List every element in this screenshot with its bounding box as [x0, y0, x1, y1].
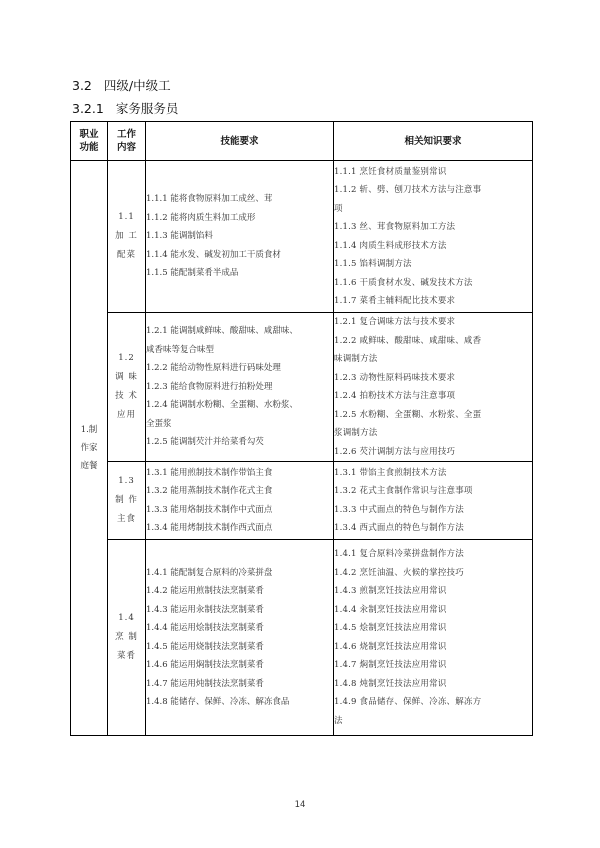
skill-item: 1.2.3 能给食物原料进行拍粉处理: [146, 381, 273, 392]
skill-requirements-cell: [146, 161, 334, 313]
knowledge-item: 1.4.9 食品储存、保鲜、冷冻、解冻方 法: [334, 697, 482, 726]
knowledge-item: 1.1.4 肉质生料成形技术方法: [334, 240, 447, 251]
skill-item: 1.2.4 能调制水粉糊、全蛋糊、水粉浆、 全蛋浆: [146, 400, 298, 429]
knowledge-item: 1.3.1 带馅主食煎制技术方法: [334, 467, 447, 478]
subsection-title: 家务服务员: [115, 101, 179, 116]
knowledge-item: 1.3.2 花式主食制作常识与注意事项: [334, 486, 473, 496]
knowledge-item: 1.4.8 炖制烹饪技法应用常识: [334, 678, 447, 689]
knowledge-item: 1.2.1 复合调味方法与技术要求: [334, 317, 456, 327]
skill-item: 1.4.2 能运用煎制技法烹制菜肴: [146, 586, 264, 596]
header-work-content: 工作 内容: [108, 122, 146, 161]
skill-item: 1.1.5 能配制菜肴半成品: [146, 268, 239, 279]
skill-item: 1.4.1 能配制复合原料的冷菜拼盘: [146, 567, 273, 578]
skill-item: 1.3.2 能用蒸制技术制作花式主食: [146, 486, 273, 496]
header-function: 职业 功能: [71, 122, 108, 161]
section-number: 3.2: [72, 78, 92, 93]
knowledge-item: 1.2.5 水粉糊、全蛋糊、水粉浆、全蛋 浆调制方法: [334, 409, 482, 438]
knowledge-item: 1.2.4 拍粉技术方法与注意事项: [334, 391, 456, 401]
knowledge-requirements-cell: [334, 313, 533, 462]
work-content-cell: 1.2 调 味 技 术 应用: [108, 313, 146, 462]
knowledge-item: 1.4.5 烩制烹饪技法应用常识: [334, 623, 447, 633]
section-title: 四级/中级工: [103, 78, 171, 93]
occupational-function-cell: 1.制 作家 庭餐: [71, 161, 108, 736]
skill-requirements-cell: [146, 540, 334, 736]
knowledge-item: 1.1.7 菜肴主辅料配比技术要求: [334, 296, 456, 306]
skill-item: 1.4.6 能运用焖制技法烹制菜肴: [146, 660, 264, 670]
knowledge-requirements-cell: [334, 161, 533, 313]
knowledge-item: 1.3.4 西式面点的特色与制作方法: [334, 523, 464, 533]
knowledge-item: 1.1.2 斩、劈、刨刀技术方法与注意事 项: [334, 185, 482, 214]
skill-item: 1.3.1 能用煎制技术制作带馅主食: [146, 467, 273, 478]
knowledge-item: 1.2.6 芡汁调制方法与应用技巧: [334, 446, 456, 457]
skill-item: 1.3.3 能用烙制技术制作中式面点: [146, 504, 273, 515]
skill-item: 1.1.4 能水发、碱发初加工干质食材: [146, 249, 281, 260]
knowledge-item: 1.4.1 复合原料冷菜拼盘制作方法: [334, 549, 464, 559]
skill-item: 1.4.8 能储存、保鲜、冷冻、解冻食品: [146, 697, 290, 707]
knowledge-item: 1.1.1 烹饪食材质量鉴别常识: [334, 166, 447, 177]
skill-item: 1.3.4 能用烤制技术制作西式面点: [146, 523, 273, 533]
knowledge-requirements-cell: [334, 462, 533, 540]
table-row: [71, 161, 533, 313]
knowledge-item: 1.4.7 焖制烹饪技法应用常识: [334, 660, 447, 670]
knowledge-item: 1.2.3 动物性原料码味技术要求: [334, 372, 456, 383]
skill-item: 1.2.5 能调制芡汁并给菜肴勾芡: [146, 437, 264, 448]
knowledge-item: 1.2.2 咸鲜味、酸甜味、咸甜味、咸香 味调制方法: [334, 335, 482, 364]
skill-requirements-cell: [146, 462, 334, 540]
knowledge-item: 1.1.3 丝、茸食物原料加工方法: [334, 222, 456, 232]
page-number: 14: [294, 800, 306, 810]
skill-item: 1.4.5 能运用烧制技法烹制菜肴: [146, 641, 264, 652]
knowledge-item: 1.4.6 烧制烹饪技法应用常识: [334, 641, 447, 652]
knowledge-requirements-cell: [334, 540, 533, 736]
skill-item: 1.1.2 能将肉质生料加工成形: [146, 212, 256, 223]
skill-item: 1.4.7 能运用炖制技法烹制菜肴: [146, 678, 264, 689]
knowledge-item: 1.1.5 馅料调制方法: [334, 259, 412, 269]
work-content-cell: 1.3 制 作 主食: [108, 462, 146, 540]
skill-item: 1.1.1 能将食物原料加工成丝、茸: [146, 194, 273, 205]
knowledge-item: 1.4.3 煎制烹饪技法应用常识: [334, 586, 447, 596]
skill-item: 1.4.4 能运用烩制技法烹制菜肴: [146, 623, 264, 633]
work-content-cell: 1.1 加 工 配菜: [108, 161, 146, 313]
skill-requirements-cell: [146, 313, 334, 462]
table-row: [71, 540, 533, 736]
skill-item: 1.1.3 能调制馅料: [146, 231, 213, 242]
subsection-heading: [72, 99, 178, 117]
table-body: [71, 161, 533, 736]
work-content-cell: 1.4 烹 制 菜肴: [108, 540, 146, 736]
knowledge-item: 1.1.6 干质食材水发、碱发技术方法: [334, 277, 473, 288]
skill-item: 1.4.3 能运用汆制技法烹制菜肴: [146, 604, 264, 615]
header-knowledge-requirements: 相关知识要求: [334, 122, 533, 161]
header-skill-requirements: 技能要求: [146, 122, 334, 161]
knowledge-item: 1.3.3 中式面点的特色与制作方法: [334, 504, 464, 515]
knowledge-item: 1.4.4 汆制烹饪技法应用常识: [334, 604, 447, 615]
section-heading: [72, 76, 171, 94]
knowledge-item: 1.4.2 烹饪油温、火候的掌控技巧: [334, 567, 464, 578]
table-row: [71, 462, 533, 540]
skill-requirements-table: [70, 121, 533, 736]
skill-item: 1.2.2 能给动物性原料进行码味处理: [146, 363, 281, 374]
skill-item: 1.2.1 能调制咸鲜味、酸甜味、咸甜味、 咸香味等复合味型: [146, 326, 298, 355]
subsection-number: 3.2.1: [72, 101, 104, 116]
table-row: [71, 313, 533, 462]
table-header-row: [71, 122, 533, 161]
